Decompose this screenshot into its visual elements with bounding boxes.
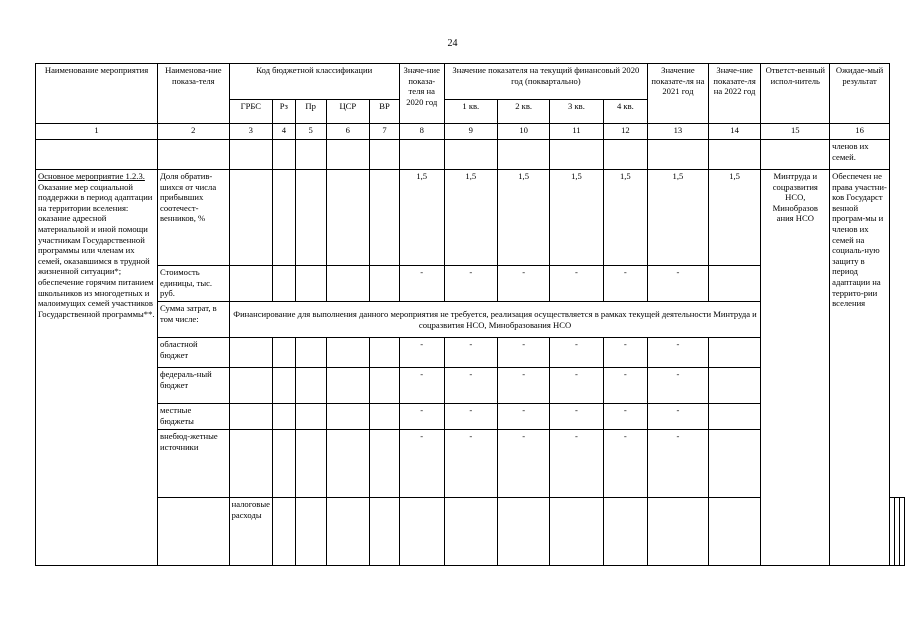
header-quarterly: Значение показателя на текущий финансовый 2020 год (поквартально) bbox=[444, 64, 647, 100]
dash: - bbox=[648, 266, 709, 302]
dash: - bbox=[648, 338, 709, 368]
dash: - bbox=[444, 404, 497, 430]
col-num: 9 bbox=[444, 124, 497, 140]
col-num: 4 bbox=[272, 124, 295, 140]
expected-result: Обеспечен не права участни-ков Государст венной програм-мы и членов их семей на социаль-ную защиту в период адаптации на террито-рии вселения bbox=[830, 170, 890, 566]
col-num: 11 bbox=[550, 124, 603, 140]
dash: - bbox=[497, 430, 549, 498]
value-2022: 1,5 bbox=[708, 170, 761, 266]
dash: - bbox=[648, 368, 709, 404]
program-table bbox=[35, 63, 905, 566]
activity-number: Основное мероприятие 1.2.3. bbox=[38, 171, 145, 181]
dash: - bbox=[399, 338, 444, 368]
header-result: Ожидае-мый результат bbox=[830, 64, 890, 124]
dash: - bbox=[550, 338, 603, 368]
dash: - bbox=[497, 266, 549, 302]
dash: - bbox=[497, 338, 549, 368]
value-q3: 1,5 bbox=[550, 170, 603, 266]
value-q2: 1,5 bbox=[497, 170, 549, 266]
header-q3: 3 кв. bbox=[550, 100, 603, 124]
value-2021: 1,5 bbox=[648, 170, 709, 266]
dash: - bbox=[444, 430, 497, 498]
dash: - bbox=[497, 404, 549, 430]
col-num: 8 bbox=[399, 124, 444, 140]
column-number-row bbox=[36, 124, 905, 140]
header-activity-name: Наименование мероприятия bbox=[36, 64, 158, 124]
value-q4: 1,5 bbox=[603, 170, 647, 266]
dash: - bbox=[603, 368, 647, 404]
financing-note: Финансирование для выполнения данного мероприятия не требуется, реализация осуществляется в рамках текущей деятельности Минтруда и соцразвития НСО, Минобразования НСО bbox=[229, 302, 761, 338]
col-num: 3 bbox=[229, 124, 272, 140]
dash: - bbox=[603, 266, 647, 302]
page-number: 24 bbox=[447, 38, 458, 49]
header-q1: 1 кв. bbox=[444, 100, 497, 124]
header-rz: Рз bbox=[272, 100, 295, 124]
dash: - bbox=[603, 404, 647, 430]
cost-unit-name: Стоимость единицы, тыс. руб. bbox=[158, 266, 230, 302]
dash: - bbox=[399, 266, 444, 302]
col-num: 13 bbox=[648, 124, 709, 140]
col-num: 6 bbox=[326, 124, 370, 140]
col-num: 1 bbox=[36, 124, 158, 140]
header-grbs: ГРБС bbox=[229, 100, 272, 124]
dash: - bbox=[444, 368, 497, 404]
header-vr: ВР bbox=[370, 100, 400, 124]
header-budget-code: Код бюджетной классификации bbox=[229, 64, 399, 100]
header-value-2022: Значе-ние показате-ля на 2022 год bbox=[708, 64, 761, 124]
dash: - bbox=[550, 368, 603, 404]
dash: - bbox=[603, 338, 647, 368]
dash: - bbox=[648, 404, 709, 430]
dash: - bbox=[444, 338, 497, 368]
dash: - bbox=[550, 430, 603, 498]
continuation-row bbox=[36, 140, 905, 170]
col-num: 16 bbox=[830, 124, 890, 140]
header-value-2021: Значение показате-ля на 2021 год bbox=[648, 64, 709, 124]
header-row bbox=[36, 64, 905, 100]
indicator-row bbox=[36, 170, 905, 266]
col-num: 10 bbox=[497, 124, 549, 140]
value-2020: 1,5 bbox=[399, 170, 444, 266]
dash: - bbox=[550, 266, 603, 302]
header-responsible: Ответст-венный испол-нитель bbox=[761, 64, 830, 124]
responsible-executor: Минтруда и соцразвития НСО, Минобразов ания НСО bbox=[761, 170, 830, 566]
dash: - bbox=[399, 368, 444, 404]
dash: - bbox=[399, 430, 444, 498]
col-num: 2 bbox=[158, 124, 230, 140]
header-pr: Пр bbox=[295, 100, 326, 124]
funding-name: областной бюджет bbox=[158, 338, 230, 368]
dash: - bbox=[399, 404, 444, 430]
funding-name: местные бюджеты bbox=[158, 404, 230, 430]
value-q1: 1,5 bbox=[444, 170, 497, 266]
activity-cell bbox=[36, 170, 158, 566]
funding-name: внебюд-жетные источники bbox=[158, 430, 230, 498]
activity-text: Оказание мер социальной поддержки в период адаптации на территории вселения: оказание адресной материальной и иной помощи участникам Государственной программы или членам их семей, оказавшимся в трудной жизненной ситуации*; обеспечение горячим питанием школьников из многодетных и малоимущих семей участников Государственной программы**. bbox=[38, 181, 155, 319]
header-indicator-name: Наименова-ние показа-теля bbox=[158, 64, 230, 124]
header-q4: 4 кв. bbox=[603, 100, 647, 124]
col-num: 15 bbox=[761, 124, 830, 140]
dash: - bbox=[550, 404, 603, 430]
tax-name: налоговые расходы bbox=[229, 498, 272, 566]
col-num: 12 bbox=[603, 124, 647, 140]
continuation-text: членов их семей. bbox=[830, 140, 890, 170]
funding-name: федераль-ный бюджет bbox=[158, 368, 230, 404]
col-num: 7 bbox=[370, 124, 400, 140]
dash: - bbox=[603, 430, 647, 498]
header-value-2020: Значе-ние показа-теля на 2020 год bbox=[399, 64, 444, 124]
indicator-name: Доля обратив-шихся от числа прибывших соотечест-венников, % bbox=[158, 170, 230, 266]
dash: - bbox=[497, 368, 549, 404]
col-num: 14 bbox=[708, 124, 761, 140]
total-name: Сумма затрат, в том числе: bbox=[158, 302, 230, 338]
header-q2: 2 кв. bbox=[497, 100, 549, 124]
header-csr: ЦСР bbox=[326, 100, 370, 124]
dash: - bbox=[444, 266, 497, 302]
dash: - bbox=[648, 430, 709, 498]
col-num: 5 bbox=[295, 124, 326, 140]
